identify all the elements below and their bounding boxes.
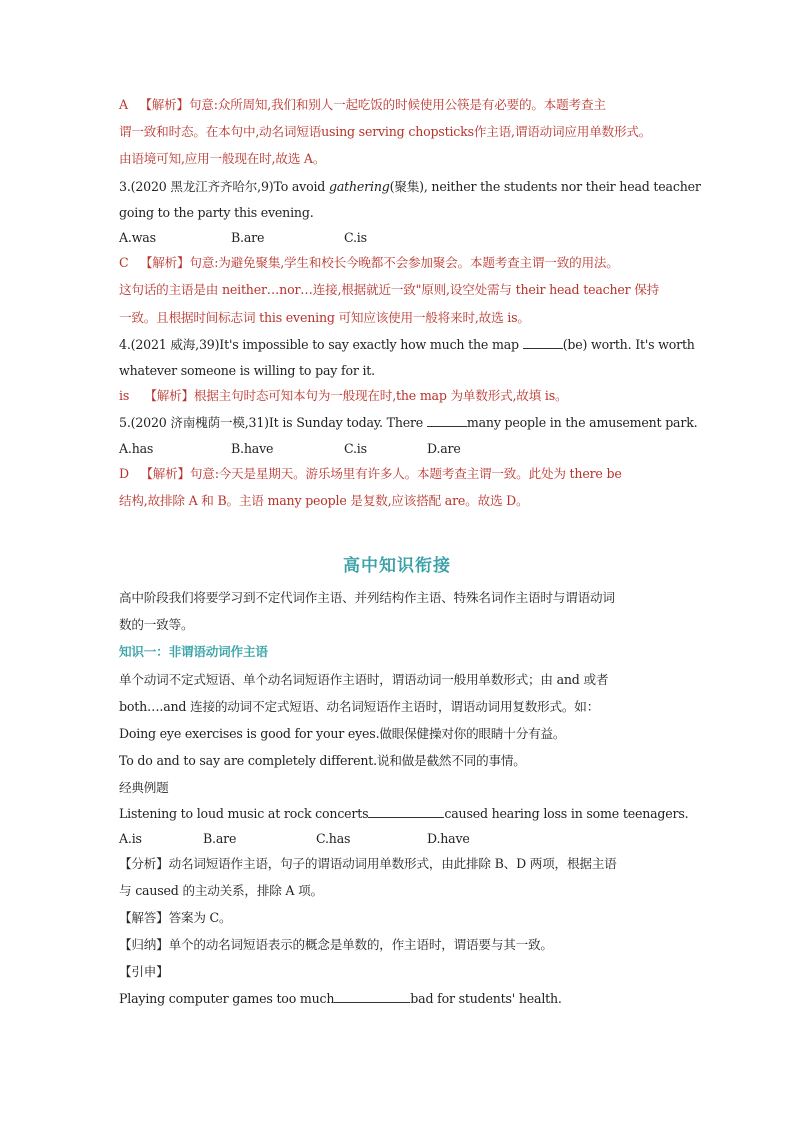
answer-line: 【解答】答案为 C。 — [119, 910, 232, 925]
q2-answer-line3: 由语境可知,应用一般现在时,故选 A。 — [119, 151, 326, 166]
classic-option-a: A.is — [119, 831, 142, 846]
knowledge-line1: 单个动词不定式短语、单个动名词短语作主语时，谓语动词一般用单数形式；由 and 或者 — [119, 672, 609, 687]
classic-option-b: B.are — [203, 831, 237, 846]
q5-answer-letter: D — [119, 466, 129, 481]
q5-option-b: B.have — [231, 441, 274, 456]
q5-answer-line1: D 【解析】句意:今天是星期天。游乐场里有许多人。本题考查主谓一致。此处为 there be — [119, 466, 622, 481]
q3-option-a: A.was — [119, 230, 156, 245]
intro-line2: 数的一致等。 — [119, 617, 194, 632]
extend-title: 【引申】 — [119, 964, 169, 979]
intro-line1: 高中阶段我们将要学习到不定代词作主语、并列结构作主语、特殊名词作主语时与谓语动词 — [119, 590, 615, 605]
q5-stem-line1: 5.(2020 济南槐荫一模,31)It is Sunday today. There many people in the amusement park. — [119, 415, 698, 430]
q5-option-d: D.are — [427, 441, 461, 456]
knowledge-line2: both….and 连接的动词不定式短语、动名词短语作主语时，谓语动词用复数形式。如： — [119, 699, 600, 714]
q3-option-b: B.are — [231, 230, 265, 245]
q3-answer-line1: C 【解析】句意:为避免聚集,学生和校长今晚都不会参加聚会。本题考查主谓一致的用法。 — [119, 255, 619, 270]
classic-example-title: 经典例题 — [119, 780, 169, 795]
classic-question: Listening to loud music at rock concerts caused hearing loss in some teenagers. — [119, 806, 689, 821]
q4-stem-line2: whatever someone is willing to pay for it. — [119, 363, 375, 378]
q3-answer-line3: 一致。且根据时间标志词 this evening 可知应该使用一般将来时,故选 is。 — [119, 310, 530, 325]
q3-stem-line1: 3.(2020 黑龙江齐齐哈尔,9)To avoid gathering(聚集), neither the students nor their head teacher — [119, 179, 701, 194]
q5-blank — [427, 414, 467, 427]
summary-line: 【归纳】单个的动名词短语表示的概念是单数的，作主语时，谓语要与其一致。 — [119, 937, 553, 952]
q5-option-c: C.is — [344, 441, 367, 456]
analysis-line2: 与 caused 的主动关系，排除 A 项。 — [119, 883, 323, 898]
classic-option-d: D.have — [427, 831, 470, 846]
classic-options — [119, 830, 679, 848]
classic-option-c: C.has — [316, 831, 351, 846]
extend-question: Playing computer games too much bad for students' health. — [119, 991, 562, 1006]
analysis-line1: 【分析】动名词短语作主语，句子的谓语动词用单数形式，由此排除 B、D 两项，根据主语 — [119, 856, 617, 871]
q3-stem-line2: going to the party this evening. — [119, 205, 314, 220]
q5-answer-line2: 结构,故排除 A 和 B。主语 many people 是复数,应该搭配 are。故选 D。 — [119, 493, 529, 508]
q2-answer-analysis: 【解析】句意:众所周知,我们和别人一起吃饭的时候使用公筷是有必要的。本题考查主 — [139, 97, 606, 112]
q3-options — [119, 229, 679, 247]
q4-stem-line1: 4.(2021 威海,39)It's impossible to say exactly how much the map (be) worth. It's worth — [119, 337, 695, 352]
q4-answer-line: is 【解析】根据主句时态可知本句为一般现在时,the map 为单数形式,故填 is。 — [119, 388, 568, 403]
q5-options — [119, 440, 679, 458]
q3-italic-word: gathering — [328, 179, 390, 194]
example-sentence-2: To do and to say are completely different.说和做是截然不同的事情。 — [119, 753, 526, 768]
q2-answer-letter: A — [119, 97, 128, 112]
extend-blank — [334, 990, 410, 1003]
q2-answer-line1 — [119, 96, 679, 114]
q2-answer-line2: 谓一致和时态。在本句中,动名词短语using serving chopsticks作主语,谓语动词应用单数形式。 — [119, 124, 652, 139]
classic-blank — [368, 805, 444, 818]
q4-answer-word: is — [119, 388, 130, 403]
example-sentence-1: Doing eye exercises is good for your eyes.做眼保健操对你的眼睛十分有益。 — [119, 726, 566, 741]
q3-answer-line2: 这句话的主语是由 neither…nor…连接,根据就近一致"原则,设空处需与 their head teacher 保持 — [119, 282, 660, 297]
q5-option-a: A.has — [119, 441, 154, 456]
section-heading: 高中知识衔接 — [343, 556, 451, 576]
q4-blank — [523, 336, 563, 349]
q3-option-c: C.is — [344, 230, 367, 245]
q3-answer-letter: C — [119, 255, 129, 270]
knowledge-point-title: 知识一：非谓语动词作主语 — [119, 644, 268, 659]
